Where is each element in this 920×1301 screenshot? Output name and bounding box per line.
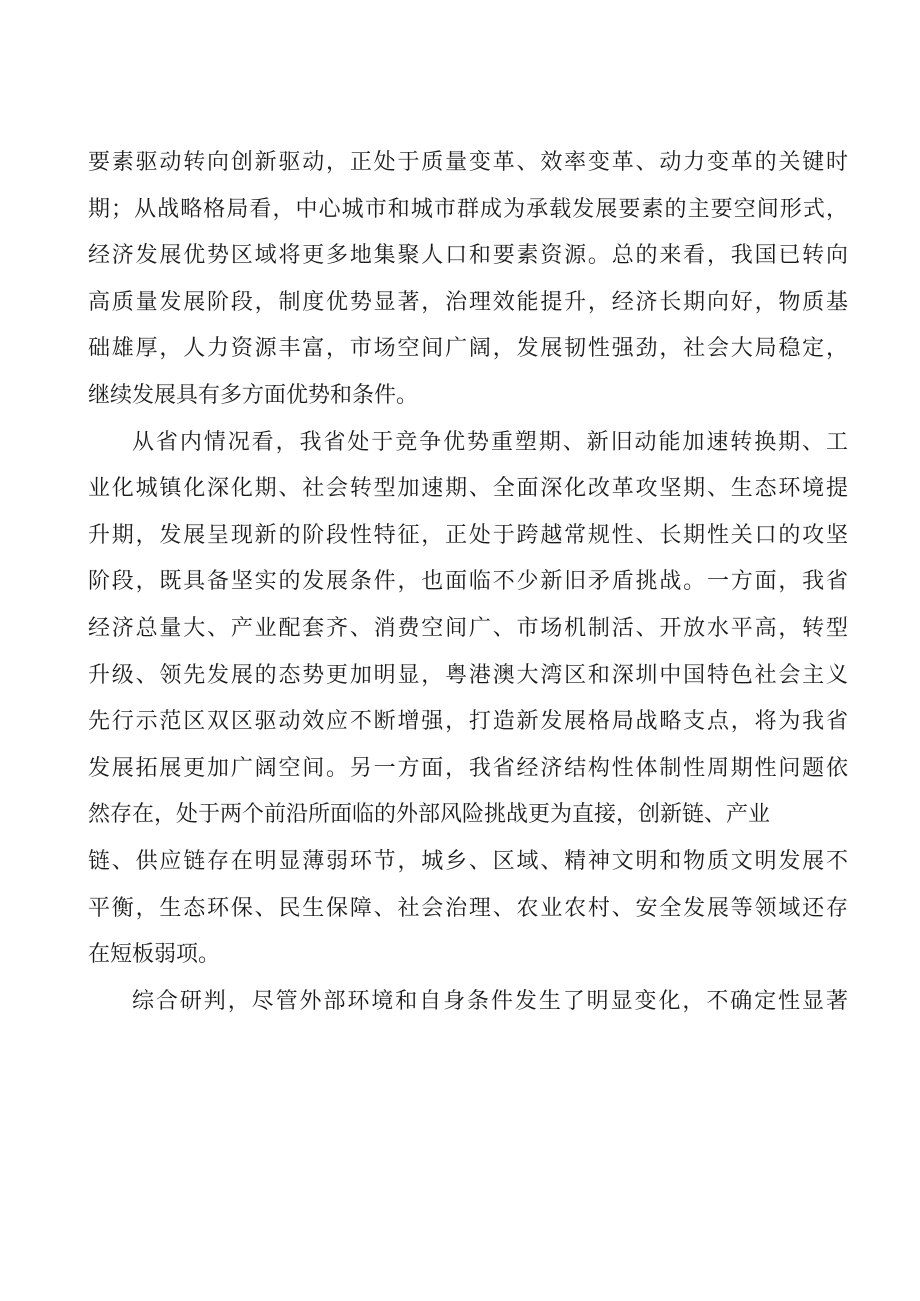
text-line: 然存在，处于两个前沿所面临的外部风险挑战更为直接，创新链、产业 (88, 802, 771, 828)
text-line: 阶段，既具备坚实的发展条件，也面临不少新旧矛盾挑战。一方面，我省 (88, 569, 848, 595)
text-line: 继续发展具有多方面优势和条件。 (88, 382, 419, 408)
text-line: 经济发展优势区域将更多地集聚人口和要素资源。总的来看，我国已转向 (88, 243, 848, 269)
text-line: 经济总量大、产业配套齐、消费空间广、市场机制活、开放水平高，转型 (88, 615, 848, 641)
text-line: 升期，发展呈现新的阶段性特征，正处于跨越常规性、长期性关口的攻坚 (88, 522, 848, 548)
text-line: 先行示范区双区驱动效应不断增强，打造新发展格局战略支点，将为我省 (88, 709, 848, 735)
text-line: 平衡，生态环保、民生保障、社会治理、农业农村、安全发展等领域还存 (88, 895, 848, 921)
text-line: 在短板弱项。 (88, 942, 221, 968)
text-line: 期；从战略格局看，中心城市和城市群成为承载发展要素的主要空间形式， (88, 196, 848, 222)
text-line: 发展拓展更加广阔空间。另一方面，我省经济结构性体制性周期性问题依 (88, 755, 848, 781)
text-line: 链、供应链存在明显薄弱环节，城乡、区域、精神文明和物质文明发展不 (88, 848, 848, 874)
text-line: 升级、领先发展的态势更加明显，粤港澳大湾区和深圳中国特色社会主义 (88, 662, 848, 688)
paragraph-first-line: 综合研判，尽管外部环境和自身条件发生了明显变化，不确定性显著 (132, 988, 848, 1014)
text-line: 高质量发展阶段，制度优势显著，治理效能提升，经济长期向好，物质基 (88, 289, 848, 315)
text-line: 业化城镇化深化期、社会转型加速期、全面深化改革攻坚期、生态环境提 (88, 476, 848, 502)
text-line: 要素驱动转向创新驱动，正处于质量变革、效率变革、动力变革的关键时 (88, 150, 848, 175)
text-line: 础雄厚，人力资源丰富，市场空间广阔，发展韧性强劲，社会大局稳定， (88, 336, 848, 362)
paragraph-first-line: 从省内情况看，我省处于竞争优势重塑期、新旧动能加速转换期、工 (132, 429, 848, 455)
body-text (88, 140, 848, 1025)
